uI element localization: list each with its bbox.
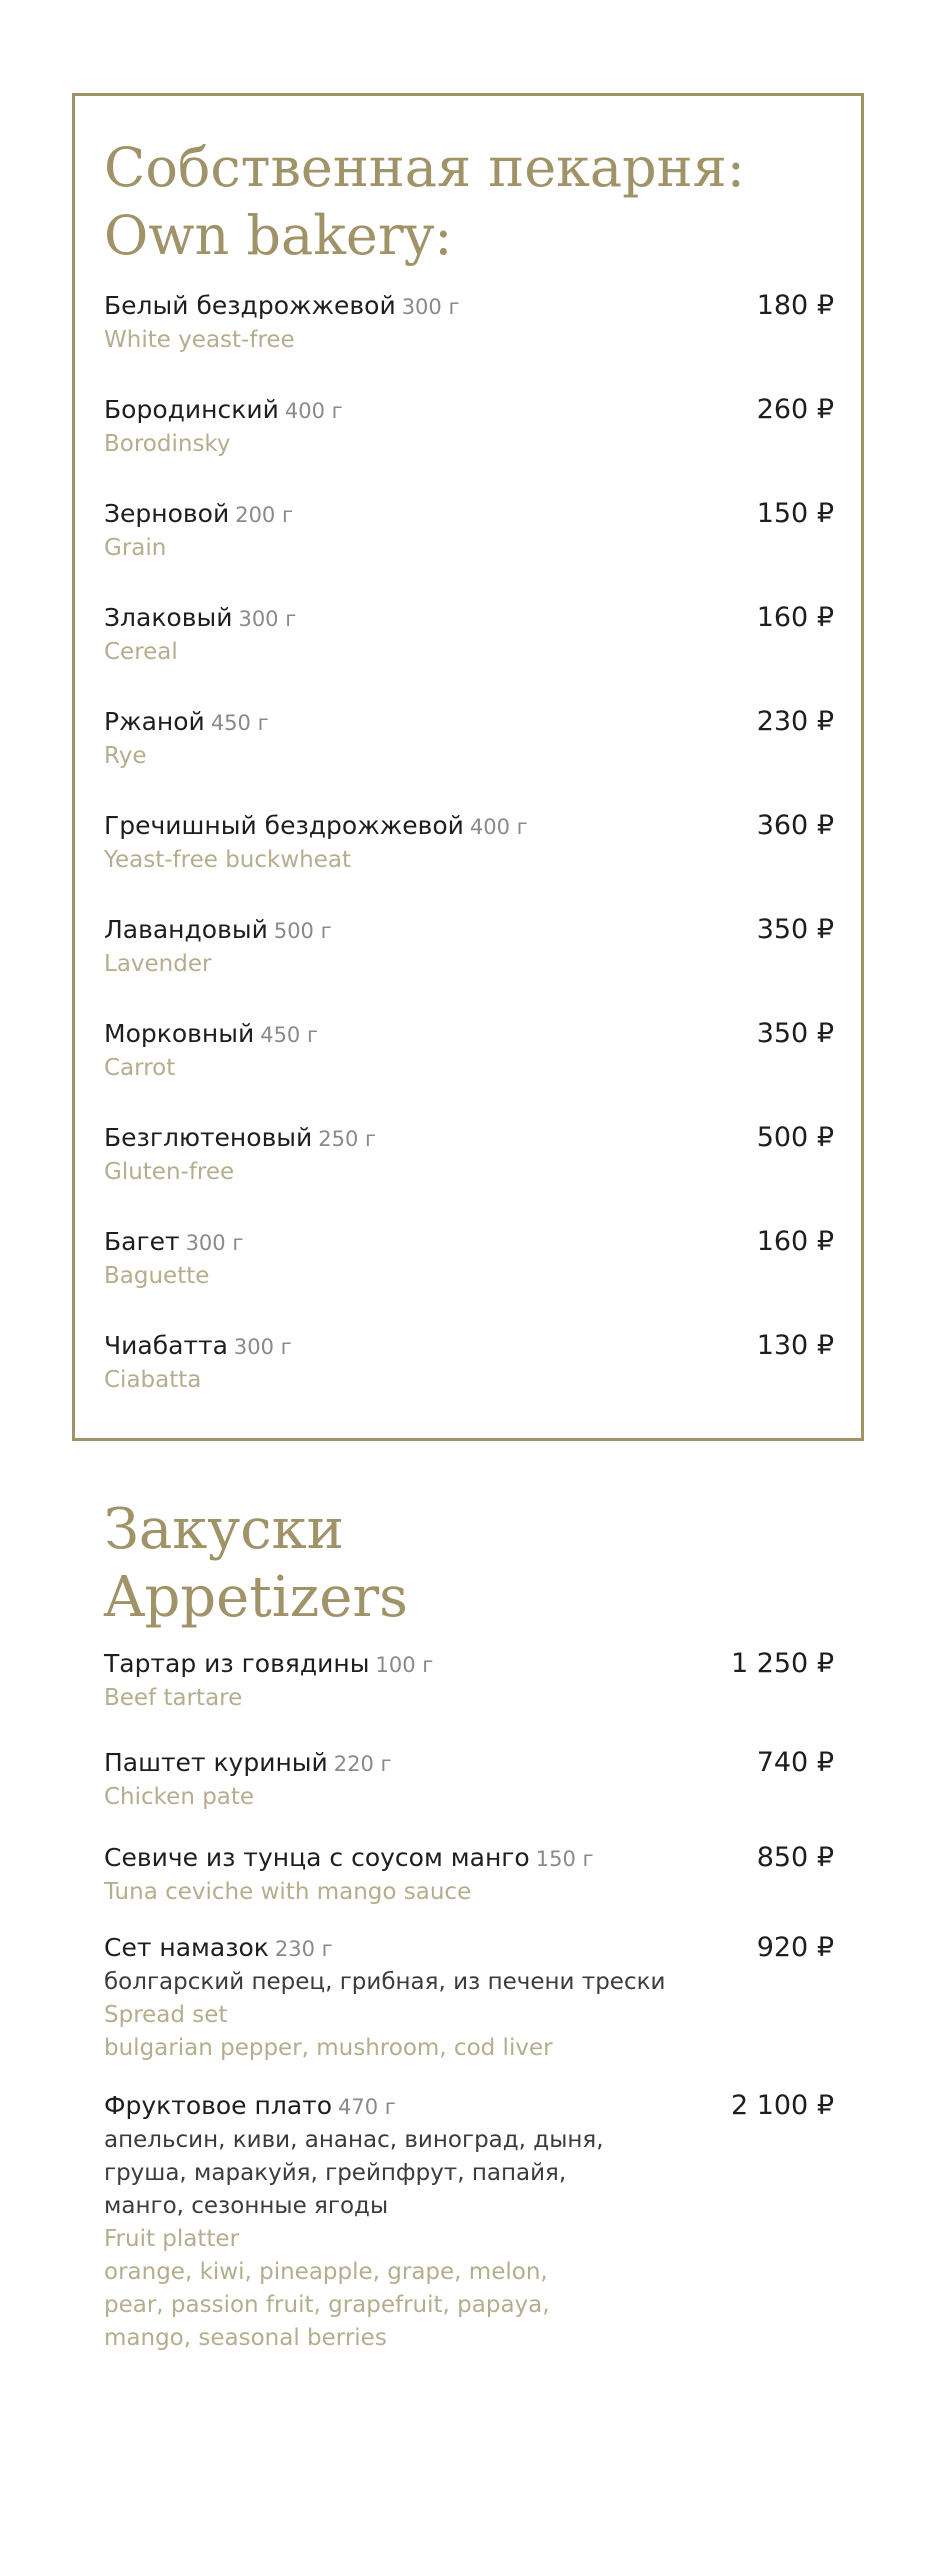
- item-price: 740 ₽: [756, 1747, 834, 1778]
- item-name: Тартар из говядины: [104, 1649, 370, 1678]
- item-weight: 300 г: [238, 607, 297, 631]
- menu-item: [104, 1841, 834, 1909]
- item-name-en: Gluten-free: [104, 1159, 235, 1185]
- item-name: Злаковый: [104, 603, 233, 632]
- item-price: 2 100 ₽: [730, 2090, 834, 2121]
- menu-item: [104, 1329, 834, 1397]
- menu-item: [104, 1746, 834, 1814]
- item-weight: 300 г: [401, 295, 460, 319]
- item-name-en: Baguette: [104, 1263, 210, 1289]
- item-price: 180 ₽: [756, 290, 834, 321]
- item-weight: 470 г: [338, 2095, 396, 2119]
- item-price: 260 ₽: [756, 394, 834, 425]
- item-description-ru: апельсин, киви, ананас, виноград, дыня,: [104, 2127, 604, 2153]
- item-weight: 150 г: [535, 1847, 594, 1871]
- item-name-en: Fruit platter: [104, 2226, 240, 2252]
- item-name-en: Chicken pate: [104, 1784, 255, 1810]
- item-name-en: Cereal: [104, 639, 178, 665]
- item-name: Безглютеновый: [104, 1123, 313, 1152]
- item-description-en: mango, seasonal berries: [104, 2325, 387, 2351]
- item-description-en: pear, passion fruit, grapefruit, papaya,: [104, 2292, 550, 2318]
- item-weight: 300 г: [185, 1231, 244, 1255]
- item-price: 350 ₽: [756, 914, 834, 945]
- item-name: Чиабатта: [104, 1331, 228, 1360]
- appetizers-section-title: [104, 1496, 408, 1632]
- bakery-title-ru: Собственная пекарня:: [104, 136, 745, 199]
- item-price: 130 ₽: [756, 1330, 834, 1361]
- item-price: 350 ₽: [756, 1018, 834, 1049]
- item-name-en: Carrot: [104, 1055, 176, 1081]
- item-name-en: Spread set: [104, 2002, 228, 2028]
- item-name: Белый бездрожжевой: [104, 291, 396, 320]
- item-name-en: Tuna ceviche with mango sauce: [104, 1879, 472, 1905]
- item-description-en: orange, kiwi, pineapple, grape, melon,: [104, 2259, 548, 2285]
- appetizers-title-ru: Закуски: [104, 1497, 344, 1562]
- item-name: Паштет куриный: [104, 1748, 328, 1777]
- item-name-en: Grain: [104, 535, 167, 561]
- item-name: Зерновой: [104, 499, 230, 528]
- menu-item: [104, 497, 834, 565]
- menu-item: [104, 809, 834, 877]
- item-name: Лавандовый: [104, 915, 268, 944]
- item-price: 160 ₽: [756, 602, 834, 633]
- menu-item: [104, 601, 834, 669]
- item-name: Сет намазок: [104, 1933, 269, 1962]
- item-name-en: Yeast-free buckwheat: [104, 847, 351, 873]
- item-description-ru: груша, маракуйя, грейпфрут, папайя,: [104, 2160, 567, 2186]
- bakery-section-title: [104, 134, 745, 270]
- menu-item: [104, 1647, 834, 1715]
- item-description-ru: манго, сезонные ягоды: [104, 2193, 389, 2219]
- item-name: Бородинский: [104, 395, 279, 424]
- item-price: 1 250 ₽: [730, 1648, 834, 1679]
- item-price: 230 ₽: [756, 706, 834, 737]
- appetizers-title-en: Appetizers: [104, 1565, 408, 1630]
- menu-item: [104, 705, 834, 773]
- item-weight: 400 г: [469, 815, 528, 839]
- item-weight: 220 г: [333, 1752, 392, 1776]
- item-weight: 450 г: [260, 1023, 318, 1047]
- item-weight: 300 г: [233, 1335, 292, 1359]
- item-price: 160 ₽: [756, 1226, 834, 1257]
- menu-item: [104, 393, 834, 461]
- item-price: 360 ₽: [756, 810, 834, 841]
- item-description-ru: болгарский перец, грибная, из печени трески: [104, 1969, 666, 1995]
- item-name-en: Lavender: [104, 951, 212, 977]
- menu-item: [104, 289, 834, 357]
- item-name: Багет: [104, 1227, 180, 1256]
- item-description-en: bulgarian pepper, mushroom, cod liver: [104, 2035, 553, 2061]
- menu-item: [104, 913, 834, 981]
- item-price: 920 ₽: [756, 1932, 834, 1963]
- item-weight: 200 г: [235, 503, 293, 527]
- item-weight: 250 г: [318, 1127, 377, 1151]
- bakery-title-en: Own bakery:: [104, 204, 453, 267]
- item-weight: 100 г: [375, 1653, 434, 1677]
- item-name: Гречишный бездрожжевой: [104, 811, 464, 840]
- item-name-en: White yeast-free: [104, 327, 295, 353]
- item-name: Фруктовое плато: [104, 2091, 333, 2120]
- menu-item: [104, 1931, 834, 2065]
- item-name: Севиче из тунца с соусом манго: [104, 1843, 530, 1872]
- menu-item: [104, 2089, 834, 2355]
- menu-item: [104, 1121, 834, 1189]
- item-name: Ржаной: [104, 707, 205, 736]
- item-name-en: Rye: [104, 743, 147, 769]
- item-price: 150 ₽: [756, 498, 834, 529]
- item-name: Морковный: [104, 1019, 255, 1048]
- item-price: 850 ₽: [756, 1842, 834, 1873]
- item-weight: 230 г: [274, 1937, 333, 1961]
- menu-item: [104, 1017, 834, 1085]
- menu-item: [104, 1225, 834, 1293]
- item-weight: 400 г: [284, 399, 343, 423]
- item-weight: 500 г: [273, 919, 332, 943]
- item-name-en: Ciabatta: [104, 1367, 202, 1393]
- item-name-en: Borodinsky: [104, 431, 231, 457]
- item-price: 500 ₽: [756, 1122, 834, 1153]
- item-name-en: Beef tartare: [104, 1685, 243, 1711]
- item-weight: 450 г: [210, 711, 269, 735]
